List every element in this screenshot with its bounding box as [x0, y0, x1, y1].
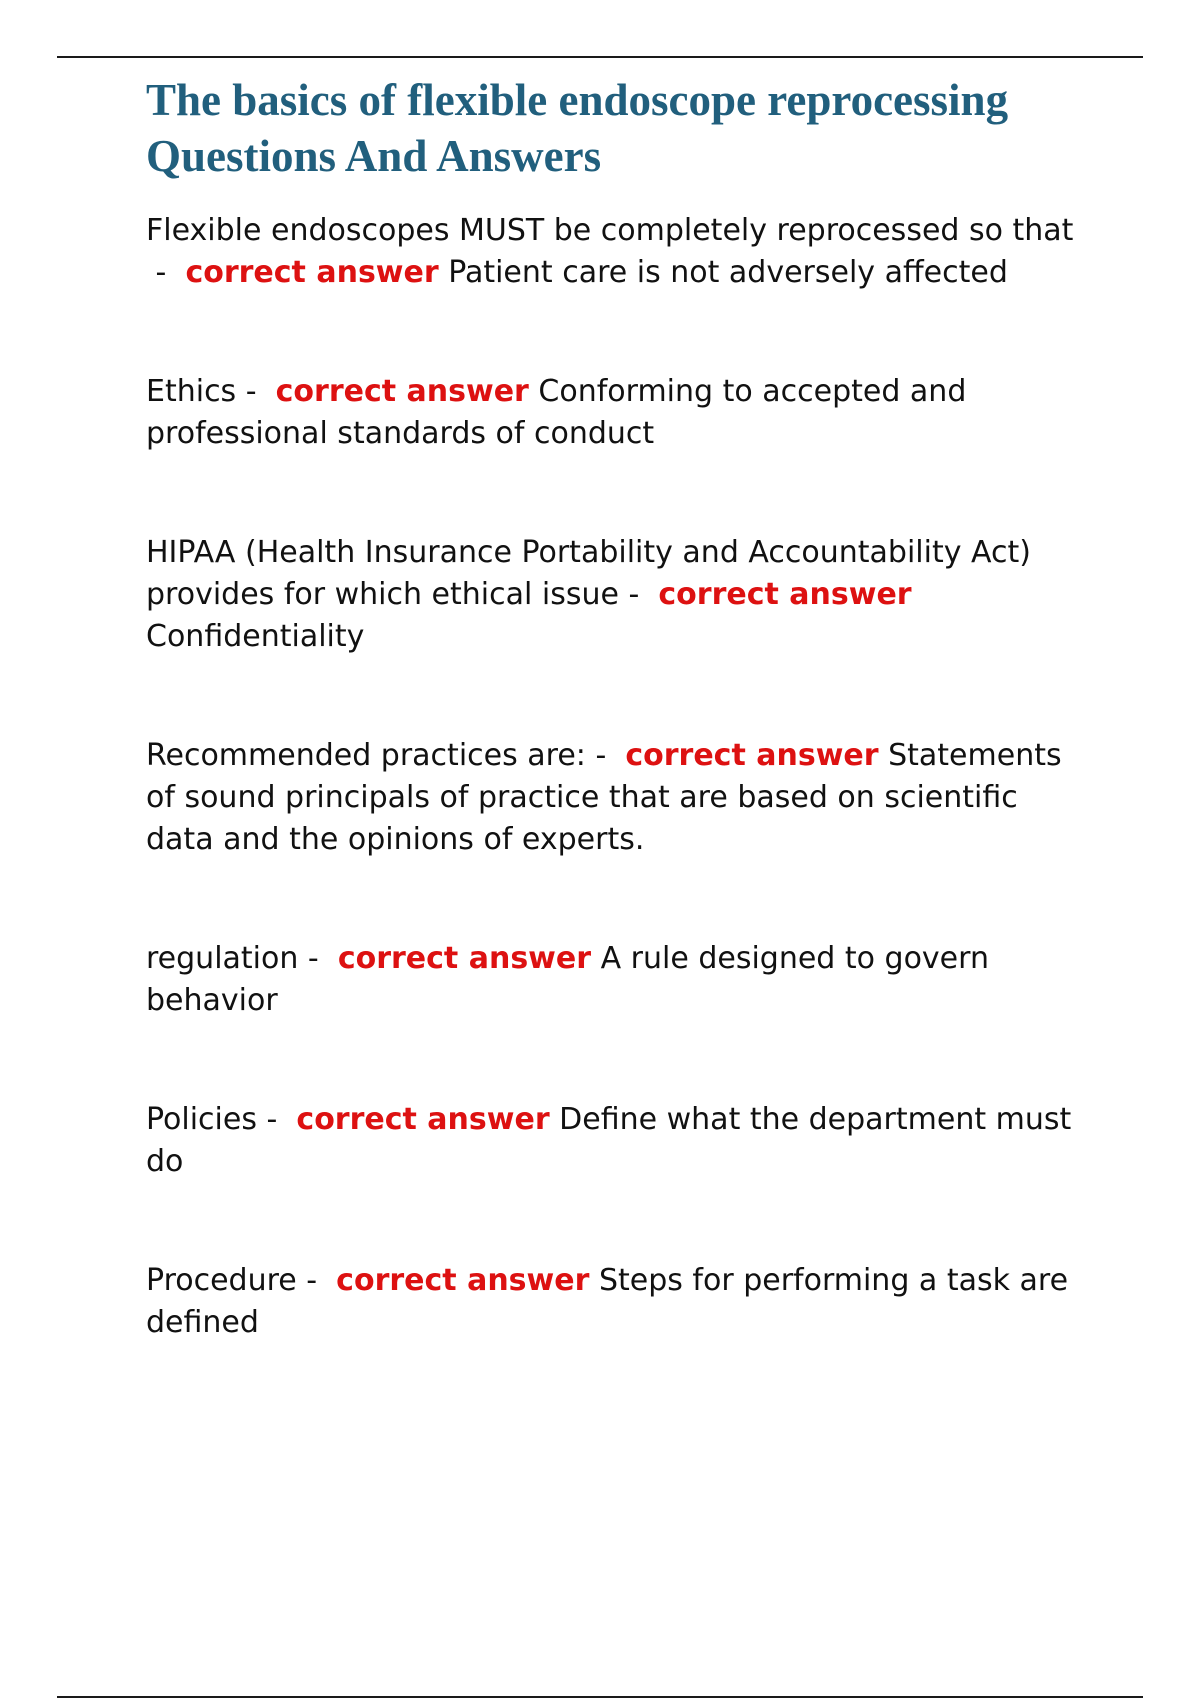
top-rule — [57, 56, 1143, 58]
separator: - — [585, 738, 626, 773]
question-text: Policies — [146, 1102, 257, 1137]
question-text: HIPAA (Health Insurance Portability and Accountability Act) provides for which ethical issue — [146, 535, 1031, 612]
qa-item — [146, 735, 1086, 861]
document-title: The basics of flexible endoscope reprocessing Questions And Answers — [146, 75, 1009, 181]
answer-text: Steps for performing a task are defined — [146, 1263, 1069, 1340]
correct-answer-marker: correct answer — [296, 1102, 550, 1137]
qa-item — [146, 938, 1086, 1022]
separator: - — [236, 374, 276, 409]
separator: - — [146, 255, 186, 290]
answer-text: Confidentiality — [146, 619, 365, 654]
question-text: Flexible endoscopes MUST be completely reprocessed so that — [146, 213, 1074, 248]
answer-text: A rule designed to govern behavior — [146, 941, 989, 1018]
correct-answer-marker: correct answer — [658, 577, 912, 612]
correct-answer-marker: correct answer — [337, 941, 592, 976]
separator: - — [296, 1263, 337, 1298]
answer-text: Statements of sound principals of practice that are based on scientific data and the opinions of experts. — [146, 738, 1062, 857]
document-body — [146, 72, 1086, 1421]
qa-item — [146, 1260, 1086, 1344]
correct-answer-marker: correct answer — [625, 738, 879, 773]
correct-answer-marker: correct answer — [275, 374, 529, 409]
question-text: Ethics — [146, 374, 237, 409]
separator: - — [256, 1102, 297, 1137]
separator: - — [618, 577, 659, 612]
answer-text: Patient care is not adversely affected — [448, 255, 1008, 290]
separator: - — [298, 941, 338, 976]
qa-item — [146, 210, 1086, 294]
question-text: regulation — [146, 941, 299, 976]
answer-text: Conforming to accepted and professional standards of conduct — [146, 374, 967, 451]
correct-answer-marker: correct answer — [185, 255, 439, 290]
qa-item — [146, 1099, 1086, 1183]
answer-text: Define what the department must do — [146, 1102, 1072, 1179]
question-text: Procedure — [146, 1263, 297, 1298]
question-text: Recommended practices are: — [146, 738, 586, 773]
qa-item — [146, 532, 1086, 658]
qa-item — [146, 371, 1086, 455]
bottom-rule — [57, 1696, 1143, 1698]
correct-answer-marker: correct answer — [336, 1263, 590, 1298]
